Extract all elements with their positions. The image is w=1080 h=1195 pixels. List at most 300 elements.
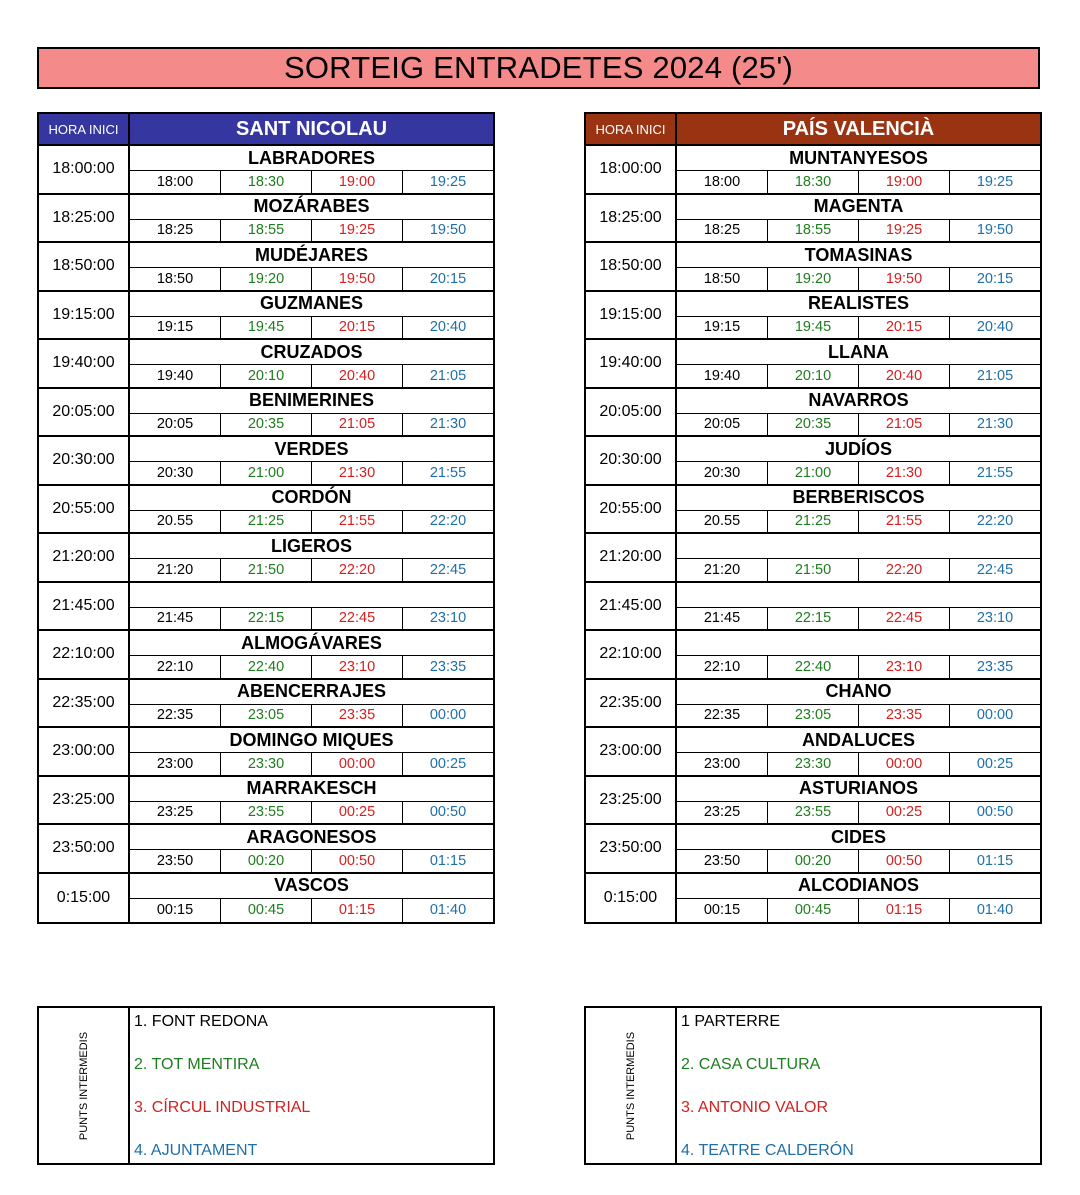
checkpoint-times	[130, 608, 493, 630]
filà-name: GUZMANES	[130, 292, 493, 317]
filà-name: ALCODIANOS	[677, 874, 1040, 899]
checkpoint-times	[130, 365, 493, 387]
checkpoint-time-1: 22:35	[677, 705, 768, 727]
checkpoint-time-3: 00:50	[312, 850, 403, 872]
filà-name: VERDES	[130, 437, 493, 462]
checkpoint-times	[130, 559, 493, 581]
checkpoint-time-4: 21:05	[976, 367, 1014, 384]
checkpoint-times	[677, 511, 1040, 533]
start-time: 20:55:00	[586, 486, 677, 533]
filà-name: ALMOGÁVARES	[130, 631, 493, 656]
checkpoint-times	[677, 317, 1040, 339]
checkpoint-time-4: 19:25	[429, 173, 467, 190]
checkpoint-time-3: 00:25	[859, 802, 950, 824]
checkpoint-time-3: 01:15	[312, 899, 403, 923]
filà-name: CRUZADOS	[130, 340, 493, 365]
checkpoint-time-2: 22:15	[221, 608, 312, 630]
checkpoint-time-4: 20:40	[976, 319, 1014, 336]
row-body	[130, 874, 493, 923]
checkpoint-times	[677, 559, 1040, 581]
filà-name: MOZÁRABES	[130, 195, 493, 220]
checkpoint-time-1: 19:40	[130, 365, 221, 387]
start-time: 23:50:00	[39, 825, 130, 872]
checkpoint-time-3: 23:10	[312, 656, 403, 678]
row-body	[677, 389, 1040, 436]
checkpoint-time-2: 23:05	[768, 705, 859, 727]
checkpoint-time-2: 00:45	[221, 899, 312, 923]
filà-name: LLANA	[677, 340, 1040, 365]
row-body	[130, 146, 493, 193]
checkpoint-time-3: 23:35	[859, 705, 950, 727]
row-body	[677, 631, 1040, 678]
checkpoint-times	[677, 462, 1040, 484]
start-time: 21:45:00	[586, 583, 677, 630]
legend-pais-valencia	[584, 1006, 1042, 1165]
checkpoint-time-4: 20:40	[429, 319, 467, 336]
legend-label: PUNTS INTERMEDIS	[624, 1031, 637, 1140]
row-body	[677, 583, 1040, 630]
filà-name: MUDÉJARES	[130, 243, 493, 268]
filà-name: CHANO	[677, 680, 1040, 705]
checkpoint-time-4: 01:15	[976, 852, 1014, 869]
checkpoint-time-2: 21:25	[221, 511, 312, 533]
checkpoint-time-2: 00:20	[768, 850, 859, 872]
checkpoint-time-3: 19:00	[312, 171, 403, 193]
row-body	[677, 437, 1040, 484]
start-time: 19:15:00	[586, 292, 677, 339]
checkpoint-time-2: 21:50	[768, 559, 859, 581]
checkpoint-time-2: 23:30	[221, 753, 312, 775]
checkpoint-time-1: 18:50	[130, 268, 221, 290]
checkpoint-time-1: 18:00	[130, 171, 221, 193]
row-body	[677, 825, 1040, 872]
row-body	[677, 874, 1040, 923]
checkpoint-time-2: 21:00	[221, 462, 312, 484]
table-row	[39, 486, 493, 535]
checkpoint-time-3: 23:35	[312, 705, 403, 727]
checkpoint-time-1: 18:25	[677, 220, 768, 242]
checkpoint-time-4: 22:20	[976, 513, 1014, 530]
start-time: 18:00:00	[586, 146, 677, 193]
checkpoint-time-3: 22:45	[312, 608, 403, 630]
checkpoint-time-2: 22:15	[768, 608, 859, 630]
row-body	[130, 534, 493, 581]
table-header	[39, 114, 493, 146]
checkpoint-time-4: 21:30	[429, 416, 467, 433]
checkpoint-time-3: 20:40	[859, 365, 950, 387]
start-time: 23:00:00	[39, 728, 130, 775]
checkpoint-time-4: 21:55	[976, 464, 1014, 481]
checkpoint-time-2: 22:40	[221, 656, 312, 678]
start-time: 23:25:00	[586, 777, 677, 824]
checkpoint-time-1: 18:25	[130, 220, 221, 242]
checkpoint-time-4: 22:45	[976, 561, 1014, 578]
checkpoint-time-3: 21:55	[859, 511, 950, 533]
table-row	[586, 825, 1040, 874]
filà-name: LABRADORES	[130, 146, 493, 171]
checkpoint-time-2: 18:55	[768, 220, 859, 242]
filà-name: NAVARROS	[677, 389, 1040, 414]
checkpoint-time-1: 20.55	[130, 511, 221, 533]
row-body	[677, 195, 1040, 242]
checkpoint-time-3: 20:40	[312, 365, 403, 387]
checkpoint-times	[677, 414, 1040, 436]
hora-inici-header: HORA INICI	[586, 114, 677, 144]
row-body	[677, 292, 1040, 339]
table-row	[586, 146, 1040, 195]
checkpoint-time-1: 19:40	[677, 365, 768, 387]
legend-label: PUNTS INTERMEDIS	[77, 1031, 90, 1140]
checkpoint-time-1: 20:05	[130, 414, 221, 436]
checkpoint-times	[130, 705, 493, 727]
checkpoint-times	[677, 220, 1040, 242]
filà-name: JUDÍOS	[677, 437, 1040, 462]
filà-name	[677, 534, 1040, 559]
checkpoint-time-4: 00:50	[429, 804, 467, 821]
row-body	[130, 728, 493, 775]
checkpoint-time-3: 19:25	[859, 220, 950, 242]
checkpoint-time-4: 00:00	[976, 707, 1014, 724]
table-row	[39, 631, 493, 680]
legend-sant-nicolau	[37, 1006, 495, 1165]
table-row	[586, 195, 1040, 244]
start-time: 23:00:00	[586, 728, 677, 775]
start-time: 23:50:00	[586, 825, 677, 872]
checkpoint-time-3: 00:00	[312, 753, 403, 775]
row-body	[130, 243, 493, 290]
table-row	[39, 389, 493, 438]
filà-name	[130, 583, 493, 608]
checkpoint-time-3: 21:30	[859, 462, 950, 484]
legend-item: 2. CASA CULTURA	[681, 1056, 821, 1073]
checkpoint-time-2: 00:45	[768, 899, 859, 923]
checkpoint-time-1: 18:50	[677, 268, 768, 290]
checkpoint-times	[130, 171, 493, 193]
table-row	[39, 146, 493, 195]
checkpoint-time-1: 23:25	[677, 802, 768, 824]
checkpoint-time-1: 21:20	[677, 559, 768, 581]
checkpoint-times	[130, 511, 493, 533]
checkpoint-time-4: 00:50	[976, 804, 1014, 821]
checkpoint-time-3: 00:50	[859, 850, 950, 872]
filà-name: BERBERISCOS	[677, 486, 1040, 511]
checkpoint-times	[130, 220, 493, 242]
filà-name: BENIMERINES	[130, 389, 493, 414]
legend-item: 3. CÍRCUL INDUSTRIAL	[134, 1099, 311, 1116]
table-row	[39, 583, 493, 632]
checkpoint-time-1: 22:35	[130, 705, 221, 727]
checkpoint-times	[130, 899, 493, 923]
row-body	[130, 583, 493, 630]
checkpoint-time-3: 23:10	[859, 656, 950, 678]
checkpoint-times	[130, 656, 493, 678]
start-time: 20:55:00	[39, 486, 130, 533]
table-row	[586, 583, 1040, 632]
checkpoint-time-1: 20:30	[130, 462, 221, 484]
row-body	[677, 777, 1040, 824]
filà-name	[677, 631, 1040, 656]
checkpoint-time-2: 20:10	[768, 365, 859, 387]
checkpoint-times	[130, 753, 493, 775]
checkpoint-time-2: 19:20	[768, 268, 859, 290]
filà-name: ARAGONESOS	[130, 825, 493, 850]
checkpoint-times	[677, 365, 1040, 387]
table-row	[586, 534, 1040, 583]
row-body	[130, 292, 493, 339]
legend-label-cell	[586, 1008, 677, 1163]
checkpoint-time-1: 23:50	[130, 850, 221, 872]
legend-item: 1 PARTERRE	[681, 1013, 780, 1030]
checkpoint-time-1: 23:50	[677, 850, 768, 872]
start-time: 19:15:00	[39, 292, 130, 339]
row-body	[130, 680, 493, 727]
start-time: 18:25:00	[586, 195, 677, 242]
checkpoint-times	[677, 171, 1040, 193]
legend-item: 3. ANTONIO VALOR	[681, 1099, 829, 1116]
start-time: 19:40:00	[586, 340, 677, 387]
row-body	[130, 777, 493, 824]
checkpoint-time-4: 21:30	[976, 416, 1014, 433]
checkpoint-time-1: 19:15	[677, 317, 768, 339]
row-body	[130, 340, 493, 387]
row-body	[130, 389, 493, 436]
checkpoint-time-1: 21:45	[130, 608, 221, 630]
checkpoint-time-4: 22:45	[429, 561, 467, 578]
row-body	[130, 195, 493, 242]
legend-item: 4. AJUNTAMENT	[134, 1142, 258, 1159]
row-body	[677, 728, 1040, 775]
checkpoint-time-2: 23:05	[221, 705, 312, 727]
row-body	[677, 680, 1040, 727]
checkpoint-time-2: 23:55	[768, 802, 859, 824]
table-row	[39, 340, 493, 389]
checkpoint-time-3: 22:20	[859, 559, 950, 581]
checkpoint-time-4: 00:25	[976, 755, 1014, 772]
checkpoint-times	[677, 656, 1040, 678]
checkpoint-times	[130, 414, 493, 436]
checkpoint-time-4: 21:55	[429, 464, 467, 481]
filà-name: REALISTES	[677, 292, 1040, 317]
legend-items	[677, 1008, 1040, 1163]
checkpoint-time-4: 19:50	[976, 222, 1014, 239]
table-body	[586, 146, 1040, 922]
table-row	[39, 680, 493, 729]
checkpoint-times	[677, 802, 1040, 824]
checkpoint-time-2: 21:50	[221, 559, 312, 581]
zone-title: SANT NICOLAU	[130, 114, 493, 144]
filà-name: MUNTANYESOS	[677, 146, 1040, 171]
start-time: 21:45:00	[39, 583, 130, 630]
row-body	[677, 243, 1040, 290]
hora-inici-header: HORA INICI	[39, 114, 130, 144]
checkpoint-time-1: 21:20	[130, 559, 221, 581]
table-row	[586, 728, 1040, 777]
table-row	[39, 292, 493, 341]
checkpoint-time-2: 18:55	[221, 220, 312, 242]
start-time: 0:15:00	[39, 874, 130, 923]
checkpoint-times	[677, 608, 1040, 630]
checkpoint-time-4: 00:00	[429, 707, 467, 724]
checkpoint-time-1: 19:15	[130, 317, 221, 339]
filà-name: MARRAKESCH	[130, 777, 493, 802]
table-row	[39, 243, 493, 292]
legend-items	[130, 1008, 493, 1163]
checkpoint-time-1: 22:10	[130, 656, 221, 678]
table-row	[39, 728, 493, 777]
start-time: 20:05:00	[586, 389, 677, 436]
row-body	[130, 486, 493, 533]
checkpoint-time-3: 22:20	[312, 559, 403, 581]
checkpoint-time-2: 19:45	[221, 317, 312, 339]
checkpoint-time-2: 20:10	[221, 365, 312, 387]
filà-name: TOMASINAS	[677, 243, 1040, 268]
checkpoint-time-1: 00:15	[677, 899, 768, 923]
filà-name: CIDES	[677, 825, 1040, 850]
checkpoint-time-1: 00:15	[130, 899, 221, 923]
checkpoint-time-1: 18:00	[677, 171, 768, 193]
start-time: 22:35:00	[586, 680, 677, 727]
legend-item: 1. FONT REDONA	[134, 1013, 268, 1030]
page-title: SORTEIG ENTRADETES 2024 (25')	[37, 47, 1040, 89]
schedule-table-sant-nicolau	[37, 112, 495, 924]
table-row	[586, 680, 1040, 729]
checkpoint-times	[677, 268, 1040, 290]
checkpoint-time-4: 19:50	[429, 222, 467, 239]
checkpoint-times	[677, 753, 1040, 775]
table-row	[39, 874, 493, 923]
table-row	[586, 437, 1040, 486]
legend-item: 4. TEATRE CALDERÓN	[681, 1142, 854, 1159]
row-body	[130, 437, 493, 484]
row-body	[130, 825, 493, 872]
filà-name	[677, 583, 1040, 608]
checkpoint-times	[677, 899, 1040, 923]
checkpoint-time-2: 22:40	[768, 656, 859, 678]
checkpoint-time-3: 22:45	[859, 608, 950, 630]
checkpoint-times	[677, 850, 1040, 872]
row-body	[677, 340, 1040, 387]
row-body	[677, 486, 1040, 533]
checkpoint-time-2: 21:25	[768, 511, 859, 533]
schedule-table-pais-valencia	[584, 112, 1042, 924]
start-time: 20:30:00	[39, 437, 130, 484]
table-row	[39, 777, 493, 826]
filà-name: VASCOS	[130, 874, 493, 899]
checkpoint-time-2: 20:35	[768, 414, 859, 436]
table-row	[586, 340, 1040, 389]
filà-name: ABENCERRAJES	[130, 680, 493, 705]
checkpoint-time-4: 01:40	[429, 902, 467, 919]
checkpoint-time-2: 19:45	[768, 317, 859, 339]
table-row	[586, 777, 1040, 826]
checkpoint-time-3: 20:15	[312, 317, 403, 339]
checkpoint-time-1: 21:45	[677, 608, 768, 630]
start-time: 20:05:00	[39, 389, 130, 436]
filà-name: ANDALUCES	[677, 728, 1040, 753]
checkpoint-time-2: 18:30	[221, 171, 312, 193]
checkpoint-time-3: 19:00	[859, 171, 950, 193]
table-body	[39, 146, 493, 922]
checkpoint-time-4: 20:15	[976, 270, 1014, 287]
legend-label-cell	[39, 1008, 130, 1163]
checkpoint-time-3: 21:05	[312, 414, 403, 436]
checkpoint-time-4: 00:25	[429, 755, 467, 772]
checkpoint-time-3: 19:25	[312, 220, 403, 242]
start-time: 22:35:00	[39, 680, 130, 727]
checkpoint-times	[130, 462, 493, 484]
legend-item: 2. TOT MENTIRA	[134, 1056, 260, 1073]
row-body	[130, 631, 493, 678]
start-time: 21:20:00	[39, 534, 130, 581]
table-row	[39, 195, 493, 244]
checkpoint-time-2: 00:20	[221, 850, 312, 872]
checkpoint-time-1: 20:30	[677, 462, 768, 484]
checkpoint-time-3: 21:55	[312, 511, 403, 533]
row-body	[677, 146, 1040, 193]
checkpoint-times	[130, 268, 493, 290]
checkpoint-time-1: 22:10	[677, 656, 768, 678]
start-time: 21:20:00	[586, 534, 677, 581]
checkpoint-time-4: 01:15	[429, 852, 467, 869]
checkpoint-time-3: 21:30	[312, 462, 403, 484]
checkpoint-time-2: 21:00	[768, 462, 859, 484]
checkpoint-time-2: 20:35	[221, 414, 312, 436]
checkpoint-time-1: 23:00	[130, 753, 221, 775]
checkpoint-time-3: 01:15	[859, 899, 950, 923]
table-row	[39, 437, 493, 486]
checkpoint-time-1: 20.55	[677, 511, 768, 533]
start-time: 19:40:00	[39, 340, 130, 387]
checkpoint-time-3: 20:15	[859, 317, 950, 339]
start-time: 20:30:00	[586, 437, 677, 484]
checkpoint-time-3: 00:00	[859, 753, 950, 775]
checkpoint-time-4: 22:20	[429, 513, 467, 530]
checkpoint-time-4: 23:35	[429, 658, 467, 675]
filà-name: CORDÓN	[130, 486, 493, 511]
checkpoint-time-3: 21:05	[859, 414, 950, 436]
start-time: 18:50:00	[586, 243, 677, 290]
checkpoint-time-4: 20:15	[429, 270, 467, 287]
checkpoint-times	[130, 850, 493, 872]
start-time: 18:25:00	[39, 195, 130, 242]
start-time: 18:00:00	[39, 146, 130, 193]
start-time: 22:10:00	[586, 631, 677, 678]
filà-name: MAGENTA	[677, 195, 1040, 220]
checkpoint-time-2: 23:55	[221, 802, 312, 824]
checkpoint-time-4: 23:10	[429, 610, 467, 627]
table-row	[586, 874, 1040, 923]
filà-name: DOMINGO MIQUES	[130, 728, 493, 753]
start-time: 23:25:00	[39, 777, 130, 824]
checkpoint-time-4: 21:05	[429, 367, 467, 384]
checkpoint-time-2: 19:20	[221, 268, 312, 290]
checkpoint-time-3: 19:50	[312, 268, 403, 290]
checkpoint-time-3: 00:25	[312, 802, 403, 824]
table-row	[39, 825, 493, 874]
start-time: 22:10:00	[39, 631, 130, 678]
table-row	[586, 243, 1040, 292]
filà-name: LIGEROS	[130, 534, 493, 559]
table-row	[586, 389, 1040, 438]
table-row	[39, 534, 493, 583]
checkpoint-time-1: 23:25	[130, 802, 221, 824]
checkpoint-times	[130, 802, 493, 824]
filà-name: ASTURIANOS	[677, 777, 1040, 802]
checkpoint-time-2: 23:30	[768, 753, 859, 775]
table-row	[586, 486, 1040, 535]
checkpoint-time-3: 19:50	[859, 268, 950, 290]
checkpoint-time-2: 18:30	[768, 171, 859, 193]
